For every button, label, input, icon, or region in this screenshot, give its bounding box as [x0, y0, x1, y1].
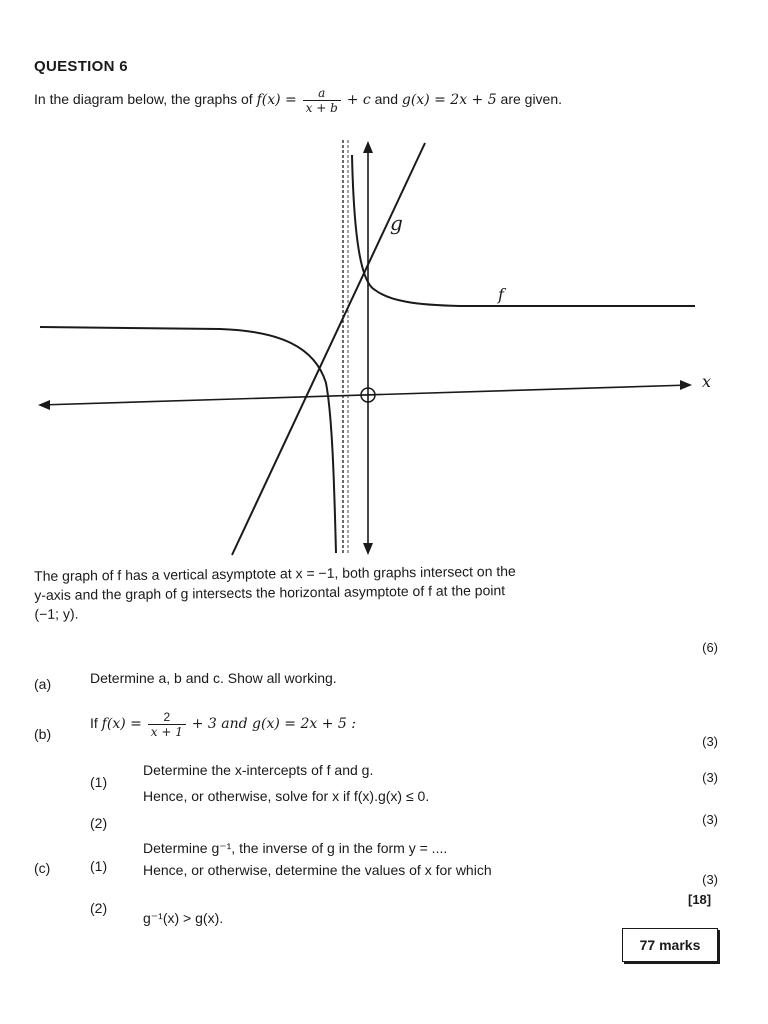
- f-right-branch: [352, 155, 695, 306]
- intro-prefix: In the diagram below, the graphs of: [34, 91, 253, 108]
- part-c2-label: (2): [90, 900, 108, 916]
- part-c2-line-1: Hence, or otherwise, determine the values of x for which: [143, 862, 492, 878]
- f-numerator: a: [318, 86, 326, 100]
- g-line: [232, 143, 425, 555]
- f-graph-label: f: [498, 285, 504, 304]
- if-word: If: [90, 715, 98, 732]
- part-a-label: (a): [34, 676, 52, 692]
- part-c2-marks: (3): [702, 872, 718, 887]
- f-denominator: x + b: [303, 100, 341, 115]
- question-intro: [34, 86, 562, 115]
- part-b1-label: (1): [90, 774, 108, 790]
- part-b2-label: (2): [90, 815, 108, 831]
- part-b2-marks: (3): [702, 770, 718, 785]
- part-a-marks: (6): [702, 640, 718, 655]
- part-a-text: Determine a, b and c. Show all working.: [90, 670, 337, 686]
- y-axis-down-arrow: [363, 543, 373, 555]
- g-definition: g(x) = 2x + 5: [401, 92, 497, 109]
- part-b-tail: + 3 and g(x) = 2x + 5 :: [191, 716, 356, 733]
- question-title: QUESTION 6: [34, 58, 128, 75]
- f-left-branch: [40, 327, 336, 553]
- x-axis-right-arrow: [680, 380, 692, 390]
- paragraph-line-3: (−1; y).: [34, 605, 79, 622]
- part-b-fraction: [148, 710, 186, 739]
- f-tail: + c: [346, 92, 371, 109]
- part-b-f-lhs: f(x) =: [101, 716, 142, 733]
- part-b-numerator: 2: [163, 710, 171, 724]
- part-c-label: (c): [34, 860, 51, 876]
- marks-box: 77 marks: [622, 928, 718, 962]
- paragraph-line-1: The graph of f has a vertical asymptote at x = −1, both graphs intersect on the: [34, 562, 516, 584]
- part-c1-label: (1): [90, 858, 108, 874]
- part-b-label: (b): [34, 726, 52, 742]
- paragraph-line-2: y-axis and the graph of g intersects the horizontal asymptote of f at the point: [34, 582, 506, 603]
- g-graph-label: g: [390, 211, 403, 235]
- y-axis-up-arrow: [363, 141, 373, 153]
- part-b-condition: [90, 710, 356, 739]
- and-word: and: [374, 91, 398, 108]
- x-axis-left-arrow: [38, 400, 50, 410]
- part-c1-marks: (3): [702, 812, 718, 827]
- intro-suffix: are given.: [500, 91, 563, 108]
- part-b1-marks: (3): [702, 734, 718, 749]
- f-lhs: f(x) =: [256, 92, 297, 109]
- graph-diagram: [30, 135, 710, 565]
- part-b1-text: Determine the x-intercepts of f and g.: [143, 762, 374, 778]
- f-fraction: [303, 86, 341, 115]
- x-axis-label: x: [702, 372, 712, 391]
- part-c2-line-2: g⁻¹(x) > g(x).: [143, 910, 224, 926]
- part-b-denominator: x + 1: [148, 724, 186, 739]
- part-c1-text: Determine g⁻¹, the inverse of g in the form y = ....: [143, 840, 448, 856]
- problem-paragraph: [34, 560, 665, 624]
- section-total: [18]: [688, 892, 712, 907]
- part-b2-text: Hence, or otherwise, solve for x if f(x).g(x) ≤ 0.: [143, 788, 430, 804]
